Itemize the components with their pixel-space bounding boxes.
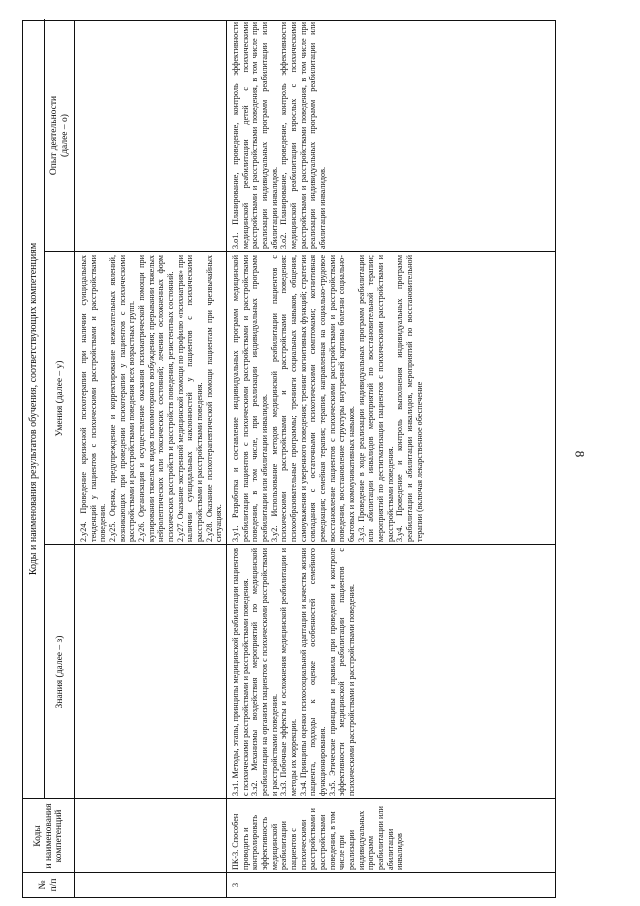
header-knowledge: Знания (далее – з) (54, 635, 65, 709)
skill-item: 2.у28. Оказание психотерапевтической помощи пациентам при чрезвычайных ситуациях. (204, 255, 224, 542)
skill-item: 3.у3. Проведение в ходе реализации индивидуальных программ реабилитации или абилитации инвалидов мероприятий по восстановительной терапии; мероприятий по дестигматизации пациентов с психическими расстройствами и расстройствами поведения. (356, 255, 395, 542)
skills-cell (229, 252, 555, 545)
row-number: 3 (231, 882, 240, 888)
knowledge-item: 3.з1. Методы, этапы, принципы медицинской реабилитации пациентов с психическими расстройствами и расстройствами поведения. (231, 548, 250, 796)
header-skills: Умения (далее – у) (54, 360, 65, 437)
knowledge-cell (229, 545, 555, 799)
skill-item: 2.у24. Проведение кризисной психотерапии при наличии суицидальных тенденций у пациентов с психическими расстройствами и расстройствами поведения. (79, 255, 108, 542)
prev-row-skills (77, 252, 227, 545)
header-num: № п/п (38, 878, 59, 892)
competence-table (22, 20, 556, 898)
knowledge-item: 3.з4. Принципы оценки психосоциальной адаптации и качества жизни пациента, подходы к оценке особенностей семейного функционирования. (298, 548, 328, 796)
skill-item: 3.у2. Использование методов медицинской реабилитации пациентов с психическими расстройствами и расстройствами поведения: психообразовательные программы; тренинги социальных навыков, общения, самоуважения и уверенного поведения; тренинг когнитивных функций; стратегии совладания с остаточными психотическими симптомами; когнитивная ремедиация; семейная терапия; терапия, направленная на социально-трудовое восстановление пациентов с психическими расстройствами и расстройствами поведения, восстановление структуры внутренней картины болезни социально-бытовых и коммуникативных навыков. (269, 255, 357, 542)
header-experience: Опыт деятельности (далее – о) (49, 95, 70, 176)
page-number: 8 (572, 450, 588, 458)
skill-item: 3.у1. Разработка и составление индивидуальных программ медицинской реабилитации пациентов с психическими расстройствами и расстройствами поведения, в том числе, при реализации индивидуальных программ реабилитации или абилитации инвалидов. (231, 255, 270, 542)
skill-item: 3.у4. Проведение и контроль выполнения индивидуальных программ реабилитации и абилитации инвалидов, мероприятий по восстановительной терапии (включая лекарственное обеспечение (395, 255, 424, 542)
skill-item: 2.у26. Организация и осуществление оказания психиатрической помощи при купировании тяжелых видов психомоторного возбуждения; прерывании тяжелых нейролептических или токсических состояний; лечении осложненных форм психических расстройств и расстройств поведения, резистентных состояний. (137, 255, 176, 542)
header-codes: Коды и наименования компетенций (32, 803, 65, 869)
experience-cell (229, 19, 555, 252)
skill-item: 2.у25. Оценка, предупреждение и корректирование нежелательных явлений, возникающих при проведении психотерапии у пациентов с психическими расстройствами и расстройствами поведения всех возрастных групп. (108, 255, 137, 542)
header-group: Коды и наименования результатов обучения, соответствующих компетенциям (28, 242, 40, 576)
experience-item: 3.о1. Планирование, проведение, контроль эффективности медицинской реабилитации детей с психическими расстройствами и расстройствами поведения, в том числе при реализации индивидуальных программ реабилитации или абилитации инвалидов. (231, 22, 279, 249)
competence-code: ПК-3. Способен проводить и контролировать эффективность медицинской реабилитации пациентов с психическими расстройствами и расстройствами поведения, в том числе при реализации индивидуальных программ реабилитации или абилитации инвалидов (231, 806, 405, 870)
knowledge-item: 3.з2. Механизмы воздействия мероприятий по медицинской реабилитации на организм пациентов с психическими расстройствами и расстройствами поведения. (250, 548, 279, 796)
skill-item: 2.у27. Оказание экстренной медицинской помощи по профилю «психиатрия» при наличии суицидальных наклонностей у пациентов с психическими расстройствами и расстройствами поведения. (175, 255, 205, 542)
experience-item: 3.о2. Планирование, проведение, контроль эффективности медицинской реабилитации взрослых с психическими расстройствами и расстройствами поведения, в том числе при реализации индивидуальных программ реабилитации или абилитации инвалидов. (279, 22, 328, 249)
knowledge-item: 3.з3. Побочные эффекты и осложнения медицинской реабилитации и методы их коррекции. (279, 548, 299, 796)
knowledge-item: 3.з5. Этические принципы и правила при проведении и контроле эффективности медицинской реабилитации пациентов с психическими расстройствами и расстройствами поведения. (327, 548, 357, 796)
